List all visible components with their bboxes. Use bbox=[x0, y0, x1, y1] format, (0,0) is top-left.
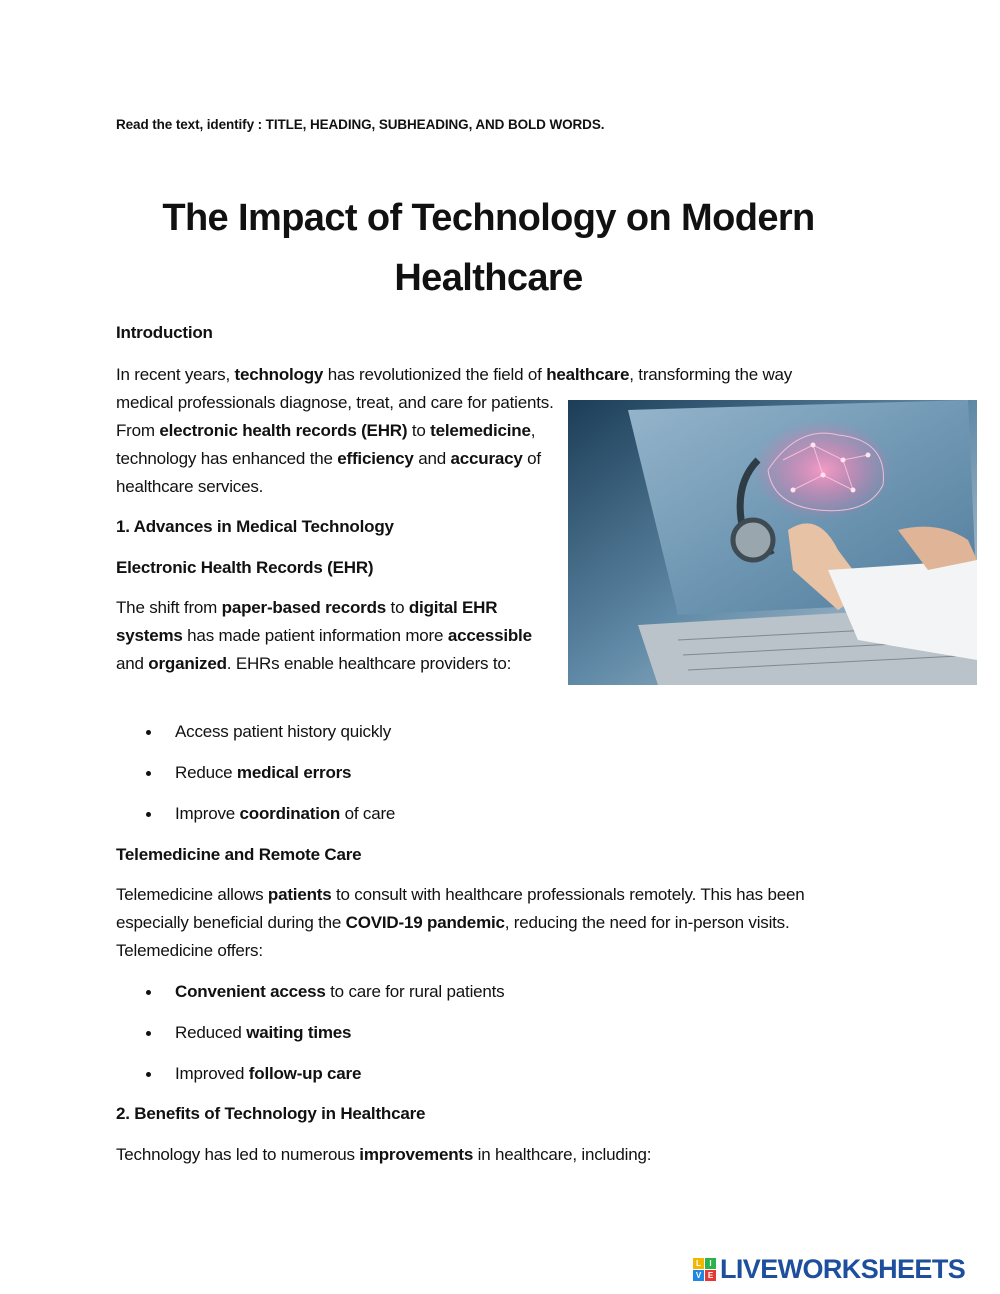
bold-word: paper-based records bbox=[221, 598, 387, 617]
list-item bbox=[116, 980, 504, 1021]
text-segment: of care bbox=[340, 804, 396, 823]
bold-word: COVID-19 pandemic bbox=[345, 913, 505, 932]
text-segment: Telemedicine allows bbox=[116, 885, 268, 904]
page-title: The Impact of Technology on Modern Healthcare bbox=[162, 197, 815, 299]
heading-benefits: 2. Benefits of Technology in Healthcare bbox=[116, 1104, 426, 1123]
text-segment: The shift from bbox=[116, 598, 222, 617]
text-segment: Reduced bbox=[175, 1023, 247, 1042]
benefits-paragraph bbox=[116, 1141, 876, 1169]
text-segment: to consult with healthcare professionals remotely. This has been especially beneficial during the bbox=[116, 885, 805, 932]
bold-word: patients bbox=[267, 885, 332, 904]
bold-word: organized bbox=[148, 654, 227, 673]
text-segment: In recent years, bbox=[116, 365, 235, 384]
telemedicine-paragraph bbox=[116, 881, 876, 965]
text-segment: of healthcare services. bbox=[116, 449, 541, 496]
ehr-paragraph bbox=[116, 594, 536, 678]
text-segment: has made patient information more bbox=[182, 626, 448, 645]
telemedicine-bullet-list bbox=[116, 980, 504, 1103]
bold-word: improvements bbox=[359, 1145, 474, 1164]
bold-word: efficiency bbox=[337, 449, 414, 468]
bold-word: healthcare bbox=[546, 365, 630, 384]
bold-word: coordination bbox=[239, 804, 341, 823]
text-segment: and bbox=[413, 449, 451, 468]
list-item bbox=[116, 1062, 504, 1103]
subheading-ehr: Electronic Health Records (EHR) bbox=[116, 558, 374, 577]
text-segment: Access patient history quickly bbox=[175, 722, 392, 741]
text-segment: to bbox=[407, 421, 431, 440]
text-segment: and bbox=[116, 654, 149, 673]
text-segment: Reduce bbox=[175, 763, 237, 782]
liveworksheets-logo bbox=[693, 1253, 965, 1285]
bold-word: telemedicine bbox=[430, 421, 531, 440]
bold-word: waiting times bbox=[246, 1023, 352, 1042]
list-item bbox=[116, 1021, 504, 1062]
logo-text: LIVEWORKSHEETS bbox=[720, 1253, 966, 1284]
intro-paragraph-line1 bbox=[116, 361, 876, 389]
heading-advances: 1. Advances in Medical Technology bbox=[116, 517, 394, 536]
bold-word: Convenient access bbox=[175, 982, 326, 1001]
bold-word: digital EHR systems bbox=[116, 598, 498, 645]
text-segment: Improve bbox=[175, 804, 240, 823]
logo-mark-letter: V bbox=[693, 1270, 704, 1281]
bold-word: medical errors bbox=[236, 763, 352, 782]
bold-word: electronic health records (EHR) bbox=[159, 421, 408, 440]
text-segment: has revolutionized the field of bbox=[323, 365, 547, 384]
intro-heading: Introduction bbox=[116, 323, 213, 342]
logo-mark-letter: E bbox=[705, 1270, 716, 1281]
bold-word: accessible bbox=[447, 626, 532, 645]
text-segment: , technology has enhanced the bbox=[116, 421, 536, 468]
list-item bbox=[116, 802, 395, 843]
text-segment: , reducing the need for in-person visits. Telemedicine offers: bbox=[116, 913, 790, 960]
instruction-text: Read the text, identify : TITLE, HEADING, SUBHEADING, AND BOLD WORDS. bbox=[116, 117, 605, 132]
text-segment: Technology has led to numerous bbox=[116, 1145, 360, 1164]
liveworksheets-mark-icon bbox=[693, 1258, 716, 1281]
text-segment: medical professionals diagnose, treat, and care for patients. From bbox=[116, 393, 554, 440]
subheading-telemedicine: Telemedicine and Remote Care bbox=[116, 845, 362, 864]
logo-mark-letter: I bbox=[705, 1258, 716, 1269]
text-segment: , transforming the way bbox=[629, 365, 793, 384]
bold-word: follow-up care bbox=[248, 1064, 362, 1083]
list-item bbox=[116, 720, 395, 761]
text-segment: to care for rural patients bbox=[325, 982, 505, 1001]
text-segment: . EHRs enable healthcare providers to: bbox=[226, 654, 512, 673]
ehr-bullet-list bbox=[116, 720, 395, 843]
bold-word: technology bbox=[234, 365, 324, 384]
text-segment: to bbox=[386, 598, 409, 617]
intro-paragraph-body bbox=[116, 389, 566, 501]
text-segment: Improved bbox=[175, 1064, 249, 1083]
logo-mark-letter: L bbox=[693, 1258, 704, 1269]
text-segment: in healthcare, including: bbox=[473, 1145, 652, 1164]
list-item bbox=[116, 761, 395, 802]
bold-word: accuracy bbox=[450, 449, 523, 468]
doctor-laptop-brain-photo bbox=[568, 400, 977, 685]
